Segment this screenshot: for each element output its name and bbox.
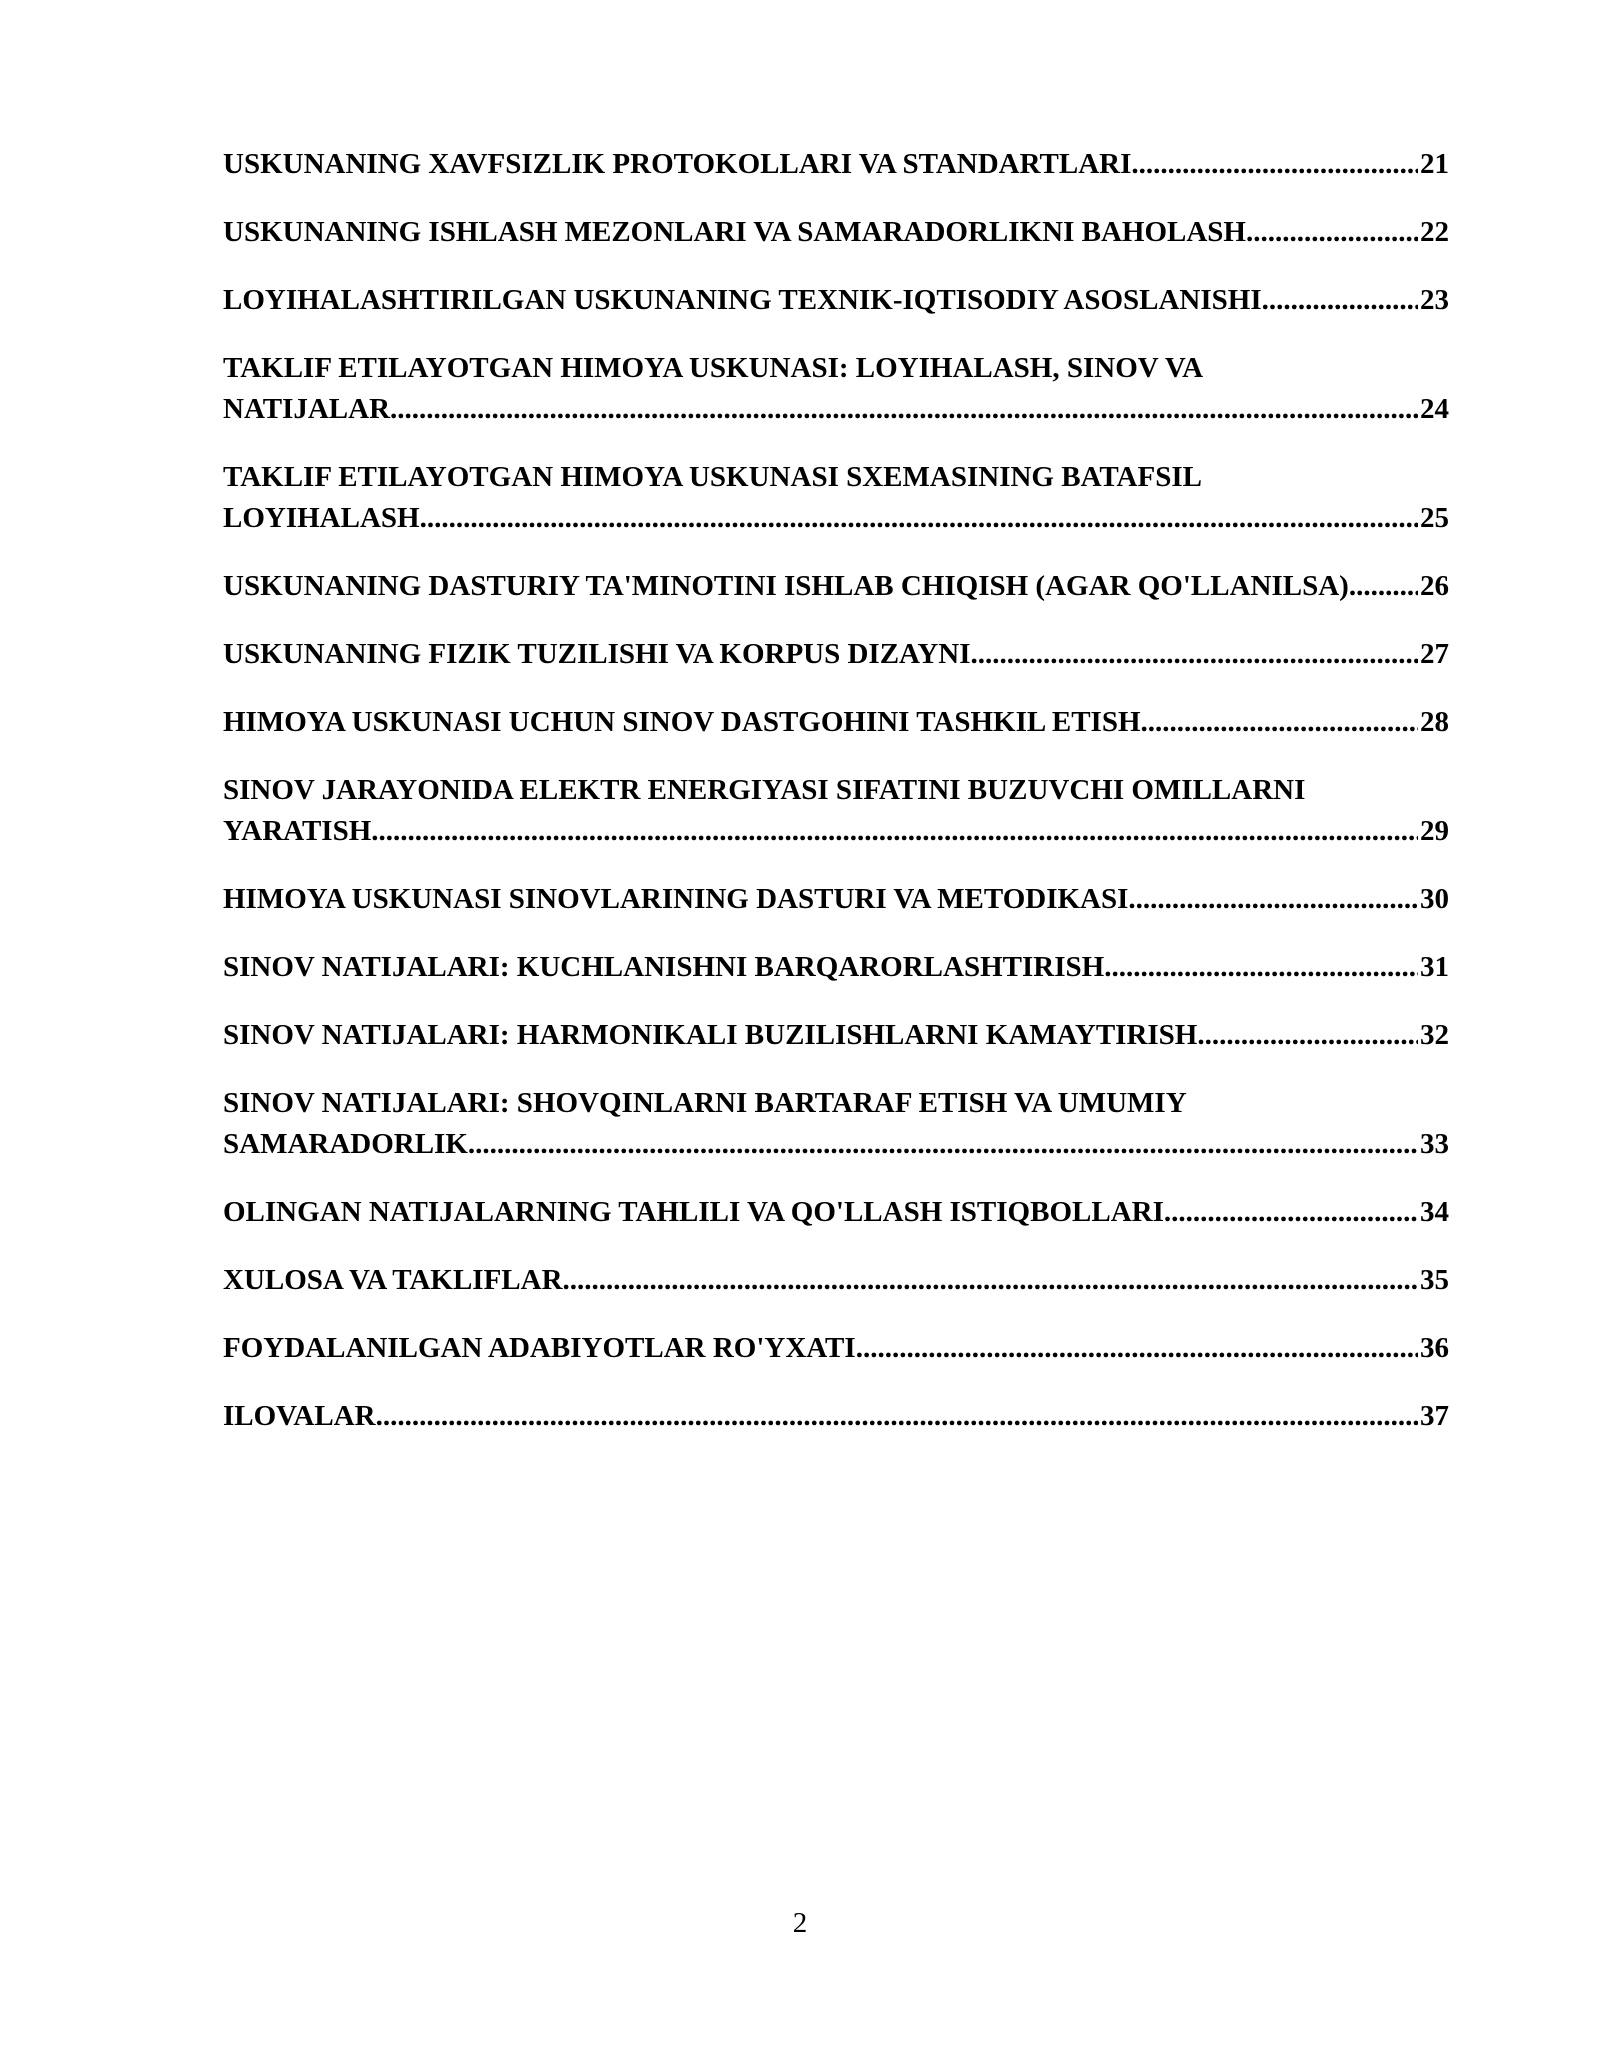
table-of-contents bbox=[223, 144, 1449, 1464]
toc-entry-line bbox=[223, 947, 1449, 988]
toc-dot-leader bbox=[1131, 144, 1418, 185]
toc-entry-page-number: 32 bbox=[1420, 1019, 1449, 1051]
toc-dot-leader bbox=[1349, 566, 1418, 607]
toc-entry-line bbox=[223, 879, 1449, 920]
toc-entry-page-number: 29 bbox=[1420, 815, 1449, 847]
toc-entry-page-number: 23 bbox=[1420, 284, 1449, 316]
toc-entry-title: HIMOYA USKUNASI UCHUN SINOV DASTGOHINI TASHKIL ETISH bbox=[223, 706, 1141, 738]
page-number: 2 bbox=[792, 1907, 808, 1939]
toc-entry[interactable] bbox=[223, 634, 1449, 675]
toc-entry-page-number: 33 bbox=[1420, 1128, 1449, 1160]
toc-entry[interactable] bbox=[223, 280, 1449, 321]
toc-entry-title: USKUNANING XAVFSIZLIK PROTOKOLLARI VA STANDARTLARI bbox=[223, 148, 1132, 180]
toc-entry[interactable] bbox=[223, 1083, 1449, 1165]
toc-entry-page-number: 28 bbox=[1420, 706, 1449, 738]
toc-entry-page-number: 30 bbox=[1420, 883, 1449, 915]
toc-entry-line bbox=[223, 1328, 1449, 1369]
toc-dot-leader bbox=[1104, 947, 1418, 988]
toc-dot-leader bbox=[563, 1260, 1418, 1301]
toc-dot-leader bbox=[420, 498, 1418, 539]
toc-dot-leader bbox=[1262, 280, 1418, 321]
toc-entry[interactable] bbox=[223, 702, 1449, 743]
toc-entry[interactable] bbox=[223, 457, 1449, 539]
toc-entry-line bbox=[223, 811, 1449, 852]
toc-entry-line bbox=[223, 212, 1449, 253]
toc-entry-line bbox=[223, 144, 1449, 185]
toc-entry[interactable] bbox=[223, 566, 1449, 607]
toc-entry-title: OLINGAN NATIJALARNING TAHLILI VA QO'LLASH ISTIQBOLLARI bbox=[223, 1196, 1164, 1228]
toc-entry-page-number: 27 bbox=[1420, 638, 1449, 670]
toc-entry-title: XULOSA VA TAKLIFLAR bbox=[223, 1264, 563, 1296]
toc-entry-line bbox=[223, 389, 1449, 430]
toc-entry[interactable] bbox=[223, 212, 1449, 253]
toc-entry-title: FOYDALANILGAN ADABIYOTLAR RO'YXATI bbox=[223, 1332, 856, 1364]
toc-entry-page-number: 37 bbox=[1420, 1400, 1449, 1432]
toc-entry[interactable] bbox=[223, 879, 1449, 920]
toc-entry-line bbox=[223, 1192, 1449, 1233]
toc-entry-title: YARATISH bbox=[223, 815, 372, 847]
toc-dot-leader bbox=[1197, 1015, 1418, 1056]
toc-entry-title: USKUNANING ISHLASH MEZONLARI VA SAMARADORLIKNI BAHOLASH bbox=[223, 216, 1246, 248]
toc-entry-title: NATIJALAR bbox=[223, 393, 391, 425]
toc-entry-line bbox=[223, 1015, 1449, 1056]
toc-entry-page-number: 36 bbox=[1420, 1332, 1449, 1364]
toc-entry-page-number: 26 bbox=[1420, 570, 1449, 602]
toc-entry-title: LOYIHALASHTIRILGAN USKUNANING TEXNIK-IQTISODIY ASOSLANISHI bbox=[223, 284, 1262, 316]
toc-entry-line bbox=[223, 566, 1449, 607]
toc-entry-page-number: 34 bbox=[1420, 1196, 1449, 1228]
toc-entry-title: SAMARADORLIK bbox=[223, 1128, 468, 1160]
toc-entry-page-number: 31 bbox=[1420, 951, 1449, 983]
toc-dot-leader bbox=[1128, 879, 1418, 920]
toc-entry-page-number: 35 bbox=[1420, 1264, 1449, 1296]
toc-entry-title-line1: TAKLIF ETILAYOTGAN HIMOYA USKUNASI: LOYIHALASH, SINOV VA bbox=[223, 352, 1204, 384]
toc-entry-page-number: 22 bbox=[1420, 216, 1449, 248]
toc-entry-page-number: 25 bbox=[1420, 502, 1449, 534]
toc-dot-leader bbox=[376, 1396, 1418, 1437]
toc-dot-leader bbox=[1164, 1192, 1418, 1233]
toc-dot-leader bbox=[1141, 702, 1418, 743]
toc-entry[interactable] bbox=[223, 144, 1449, 185]
toc-entry-title: HIMOYA USKUNASI SINOVLARINING DASTURI VA METODIKASI bbox=[223, 883, 1129, 915]
toc-entry-page-number: 21 bbox=[1420, 148, 1449, 180]
toc-entry-line bbox=[223, 1396, 1449, 1437]
toc-entry-title: ILOVALAR bbox=[223, 1400, 376, 1432]
toc-entry-line bbox=[223, 498, 1449, 539]
toc-entry-line bbox=[223, 634, 1449, 675]
toc-entry[interactable] bbox=[223, 770, 1449, 852]
toc-entry[interactable] bbox=[223, 1260, 1449, 1301]
toc-entry-title-line1: TAKLIF ETILAYOTGAN HIMOYA USKUNASI SXEMASINING BATAFSIL bbox=[223, 461, 1202, 493]
toc-entry-title-line1: SINOV NATIJALARI: SHOVQINLARNI BARTARAF ETISH VA UMUMIY bbox=[223, 1087, 1187, 1119]
toc-entry-title: SINOV NATIJALARI: KUCHLANISHNI BARQARORLASHTIRISH bbox=[223, 951, 1105, 983]
toc-dot-leader bbox=[971, 634, 1418, 675]
toc-dot-leader bbox=[856, 1328, 1418, 1369]
toc-entry-title: LOYIHALASH bbox=[223, 502, 420, 534]
toc-dot-leader bbox=[1246, 212, 1418, 253]
toc-entry-title: USKUNANING DASTURIY TA'MINOTINI ISHLAB CHIQISH (AGAR QO'LLANILSA) bbox=[223, 570, 1349, 602]
toc-entry[interactable] bbox=[223, 1015, 1449, 1056]
toc-entry-line bbox=[223, 280, 1449, 321]
toc-entry[interactable] bbox=[223, 1192, 1449, 1233]
toc-entry[interactable] bbox=[223, 1396, 1449, 1437]
toc-dot-leader bbox=[390, 389, 1418, 430]
toc-dot-leader bbox=[468, 1124, 1418, 1165]
toc-entry-title: SINOV NATIJALARI: HARMONIKALI BUZILISHLARNI KAMAYTIRISH bbox=[223, 1019, 1198, 1051]
toc-entry[interactable] bbox=[223, 1328, 1449, 1369]
toc-entry-line bbox=[223, 1124, 1449, 1165]
toc-entry-line bbox=[223, 702, 1449, 743]
toc-entry[interactable] bbox=[223, 348, 1449, 430]
toc-entry-title-line1: SINOV JARAYONIDA ELEKTR ENERGIYASI SIFATINI BUZUVCHI OMILLARNI bbox=[223, 774, 1306, 806]
toc-entry-title: USKUNANING FIZIK TUZILISHI VA KORPUS DIZAYNI bbox=[223, 638, 971, 670]
toc-entry[interactable] bbox=[223, 947, 1449, 988]
toc-entry-line bbox=[223, 1260, 1449, 1301]
toc-entry-page-number: 24 bbox=[1420, 393, 1449, 425]
toc-dot-leader bbox=[371, 811, 1418, 852]
